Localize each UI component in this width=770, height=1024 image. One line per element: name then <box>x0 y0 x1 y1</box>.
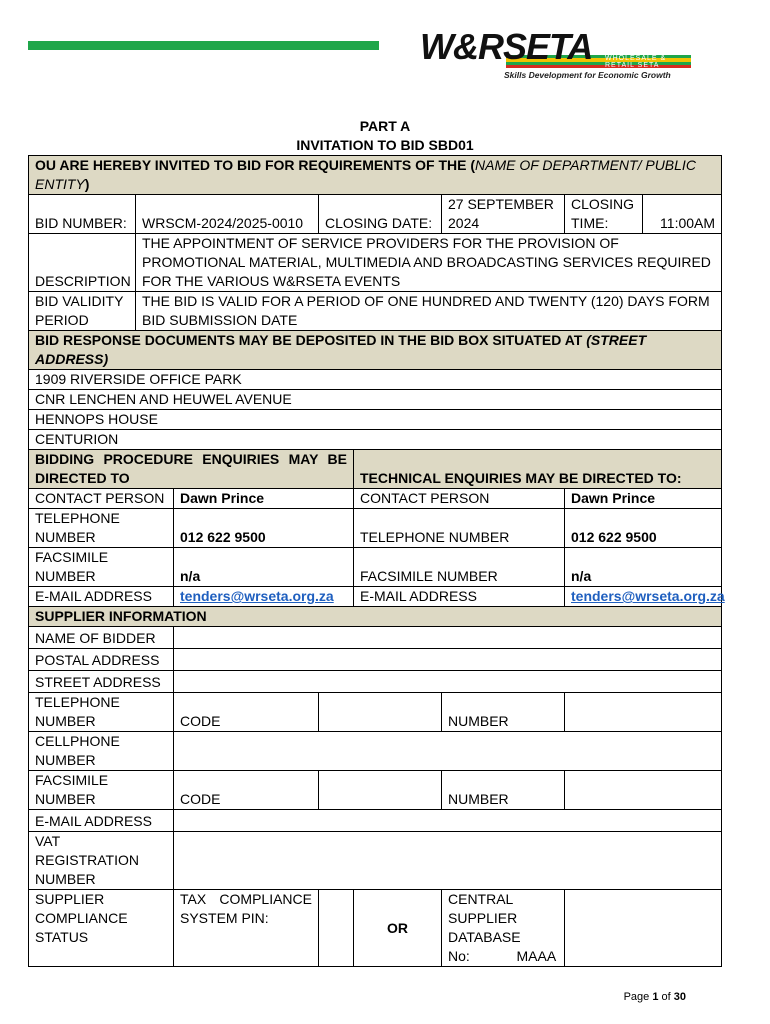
bidder-name-field[interactable] <box>174 627 722 649</box>
logo-wordmark: W&RSETA <box>420 26 593 67</box>
page-of: of <box>658 991 674 1003</box>
csd-value: MAAA <box>516 948 557 964</box>
deposit-line-3: HENNOPS HOUSE <box>29 410 722 430</box>
deposit-line-4: CENTURION <box>29 430 722 450</box>
csd-number-field[interactable] <box>565 890 722 967</box>
telephone-number-label: NUMBER <box>442 693 565 732</box>
fax-code-field[interactable] <box>319 771 442 810</box>
cellphone-label: CELLPHONE NUMBER <box>29 732 174 771</box>
procedure-contact-label: CONTACT PERSON <box>29 489 174 509</box>
page-current: 1 <box>652 991 659 1003</box>
closing-time-label: CLOSING TIME: <box>565 195 643 234</box>
tax-pin-field[interactable] <box>319 890 354 967</box>
part-title: PART A <box>359 118 411 134</box>
technical-telephone-label: TELEPHONE NUMBER <box>354 509 565 548</box>
procedure-email-label: E-MAIL ADDRESS <box>29 587 174 607</box>
procedure-fax-label: FACSIMILE NUMBER <box>29 548 174 587</box>
bid-number-label: BID NUMBER: <box>29 195 136 234</box>
page-prefix: Page <box>623 991 653 1003</box>
or-label: OR <box>354 890 442 967</box>
procedure-contact-value: Dawn Prince <box>174 489 354 509</box>
postal-address-label: POSTAL ADDRESS <box>29 649 174 671</box>
closing-date-value: 27 SEPTEMBER 2024 <box>442 195 565 234</box>
wrseta-logo <box>420 22 695 84</box>
intro-entity: NAME OF DEPARTMENT/ PUBLIC ENTITY <box>35 157 696 192</box>
telephone-code-label: CODE <box>174 693 319 732</box>
technical-enquiries-heading: TECHNICAL ENQUIRIES MAY BE DIRECTED TO: <box>354 450 722 489</box>
fax-number-label: NUMBER <box>442 771 565 810</box>
compliance-label: SUPPLIER COMPLIANCE STATUS <box>29 890 174 967</box>
intro-row <box>29 156 722 195</box>
email-label: E-MAIL ADDRESS <box>29 810 174 832</box>
page-number <box>624 991 686 1003</box>
procedure-telephone-value: 012 622 9500 <box>174 509 354 548</box>
deposit-line-1: 1909 RIVERSIDE OFFICE PARK <box>29 370 722 390</box>
street-address-label: STREET ADDRESS <box>29 671 174 693</box>
telephone-number-field[interactable] <box>565 693 722 732</box>
closing-time-value: 11:00AM <box>643 195 722 234</box>
postal-address-field[interactable] <box>174 649 722 671</box>
technical-telephone-value: 012 622 9500 <box>565 509 722 548</box>
fax-code-label: CODE <box>174 771 319 810</box>
telephone-code-field[interactable] <box>319 693 442 732</box>
validity-label: BID VALIDITY PERIOD <box>29 292 136 331</box>
technical-email-link[interactable]: tenders@wrseta.org.za <box>565 587 722 607</box>
validity-value: THE BID IS VALID FOR A PERIOD OF ONE HUNDRED AND TWENTY (120) DAYS FORM BID SUBMISSION DATE <box>136 292 722 331</box>
procedure-fax-value: n/a <box>174 548 354 587</box>
bid-number-value: WRSCM-2024/2025-0010 <box>136 195 319 234</box>
deposit-line-2: CNR LENCHEN AND HEUWEL AVENUE <box>29 390 722 410</box>
technical-contact-label: CONTACT PERSON <box>354 489 565 509</box>
description-label: DESCRIPTION <box>29 234 136 292</box>
csd-label-text: CENTRAL SUPPLIER DATABASE No: <box>448 891 521 964</box>
tax-pin-label: TAX COMPLIANCE SYSTEM PIN: <box>174 890 319 967</box>
intro-text: OU ARE HEREBY INVITED TO BID FOR REQUIREMENTS OF THE ( <box>35 157 475 173</box>
vat-label: VAT REGISTRATION NUMBER <box>29 832 174 890</box>
bidder-name-label: NAME OF BIDDER <box>29 627 174 649</box>
page-total: 30 <box>673 991 686 1003</box>
fax-number-field[interactable] <box>565 771 722 810</box>
deposit-heading-italic: (STREET ADDRESS) <box>35 332 647 367</box>
intro-suffix: ) <box>84 176 90 192</box>
supplier-heading: SUPPLIER INFORMATION <box>29 607 722 627</box>
logo-tagline: WHOLESALE & RETAIL SETA <box>605 55 667 69</box>
technical-fax-value: n/a <box>565 548 722 587</box>
fax-label: FACSIMILE NUMBER <box>29 771 174 810</box>
telephone-label: TELEPHONE NUMBER <box>29 693 174 732</box>
header-accent-bar <box>28 41 379 50</box>
cellphone-field[interactable] <box>174 732 722 771</box>
procedure-enquiries-heading: BIDDING PROCEDURE ENQUIRIES MAY BE DIRECTED TO <box>29 450 354 489</box>
technical-email-label: E-MAIL ADDRESS <box>354 587 565 607</box>
logo-subtitle: Skills Development for Economic Growth <box>504 70 671 80</box>
invitation-title: INVITATION TO BID SBD01 <box>296 137 474 153</box>
technical-contact-value: Dawn Prince <box>565 489 722 509</box>
procedure-telephone-label: TELEPHONE NUMBER <box>29 509 174 548</box>
description-value: THE APPOINTMENT OF SERVICE PROVIDERS FOR THE PROVISION OF PROMOTIONAL MATERIAL, MULTIMEDIA AND BROADCASTING SERVICES REQUIRED FOR THE VARIOUS W&RSETA EVENTS <box>136 234 722 292</box>
email-field[interactable] <box>174 810 722 832</box>
street-address-field[interactable] <box>174 671 722 693</box>
closing-date-label: CLOSING DATE: <box>319 195 442 234</box>
technical-fax-label: FACSIMILE NUMBER <box>354 548 565 587</box>
csd-label <box>442 890 565 967</box>
deposit-heading <box>29 331 722 370</box>
deposit-heading-text: BID RESPONSE DOCUMENTS MAY BE DEPOSITED IN THE BID BOX SITUATED AT <box>35 332 587 348</box>
bid-form-table <box>28 155 725 967</box>
procedure-email-link[interactable]: tenders@wrseta.org.za <box>174 587 354 607</box>
vat-field[interactable] <box>174 832 722 890</box>
